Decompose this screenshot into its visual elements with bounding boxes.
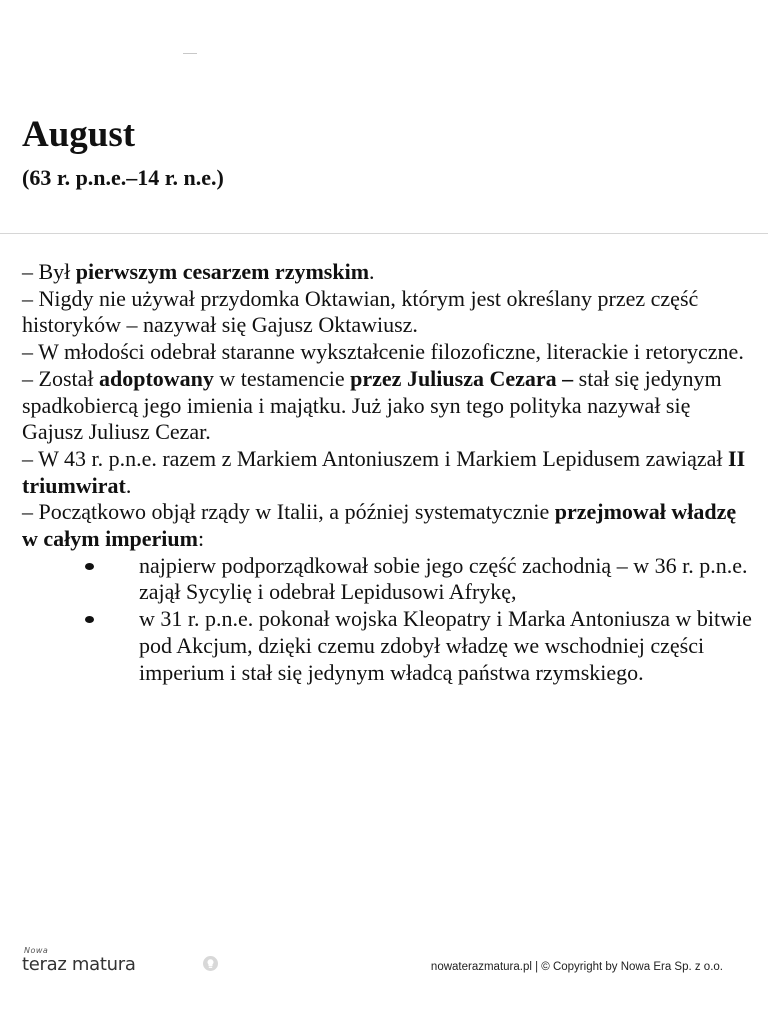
lightbulb-icon — [202, 955, 219, 972]
bullet-list — [22, 553, 752, 687]
emphasis: II triumwirat — [22, 445, 746, 498]
list-item: w 31 r. p.n.e. pokonał wojska Kleopatry i Marka Antoniusza w bitwie pod Akcjum, dzięki czemu zdobył władzę we wschodniej części imperium i stał się jedynym władcą państwa rzymskiego. — [22, 606, 752, 686]
paragraph-1: – Był pierwszym cesarzem rzymskim. — [22, 259, 375, 284]
emphasis: przez Juliusza Cezara – — [350, 365, 574, 391]
emphasis: pierwszym cesarzem rzymskim — [75, 259, 370, 284]
paragraph-2: – Nigdy nie używał przydomka Oktawian, którym jest określany przez część historyków – nazywał się Gajusz Oktawiusz. — [22, 285, 699, 338]
paragraph-4: – Został adoptowany w testamencie przez Juliusza Cezara – stał się jedynym spadkobiercą jego imienia i majątku. Już jako syn tego polityka nazywał się Gajusz Juliusz Cezar. — [22, 365, 722, 445]
top-dash-decoration — [183, 53, 197, 54]
page-subtitle-dates: (63 r. p.n.e.–14 r. n.e.) — [22, 165, 224, 190]
header-divider — [0, 233, 768, 234]
emphasis: przejmował władzę w całym imperium — [22, 499, 737, 552]
emphasis: adoptowany — [99, 365, 214, 391]
paragraph-6: – Początkowo objął rządy w Italii, a później systematycznie przejmował władzę w całym imperium: — [22, 499, 737, 552]
paragraph-3: – W młodości odebrał staranne wykształcenie filozoficzne, literackie i retoryczne. — [22, 339, 744, 365]
main-content — [22, 259, 752, 686]
footer-logo — [22, 946, 222, 976]
bullet-icon — [85, 616, 94, 623]
list-item: najpierw podporządkował sobie jego część zachodnią – w 36 r. p.n.e. zajął Sycylię i odebrał Lepidusowi Afrykę, — [22, 553, 752, 606]
paragraph-5: – W 43 r. p.n.e. razem z Markiem Antoniuszem i Markiem Lepidusem zawiązał II triumwirat. — [22, 445, 746, 498]
logo-brand-small: Nowa — [24, 946, 49, 955]
logo-brand-main: teraz matura — [22, 954, 136, 975]
footer-copyright: nowaterazmatura.pl | © Copyright by Nowa Era Sp. z o.o. — [430, 961, 723, 973]
page-title: August — [22, 114, 136, 155]
bullet-icon — [85, 563, 94, 570]
